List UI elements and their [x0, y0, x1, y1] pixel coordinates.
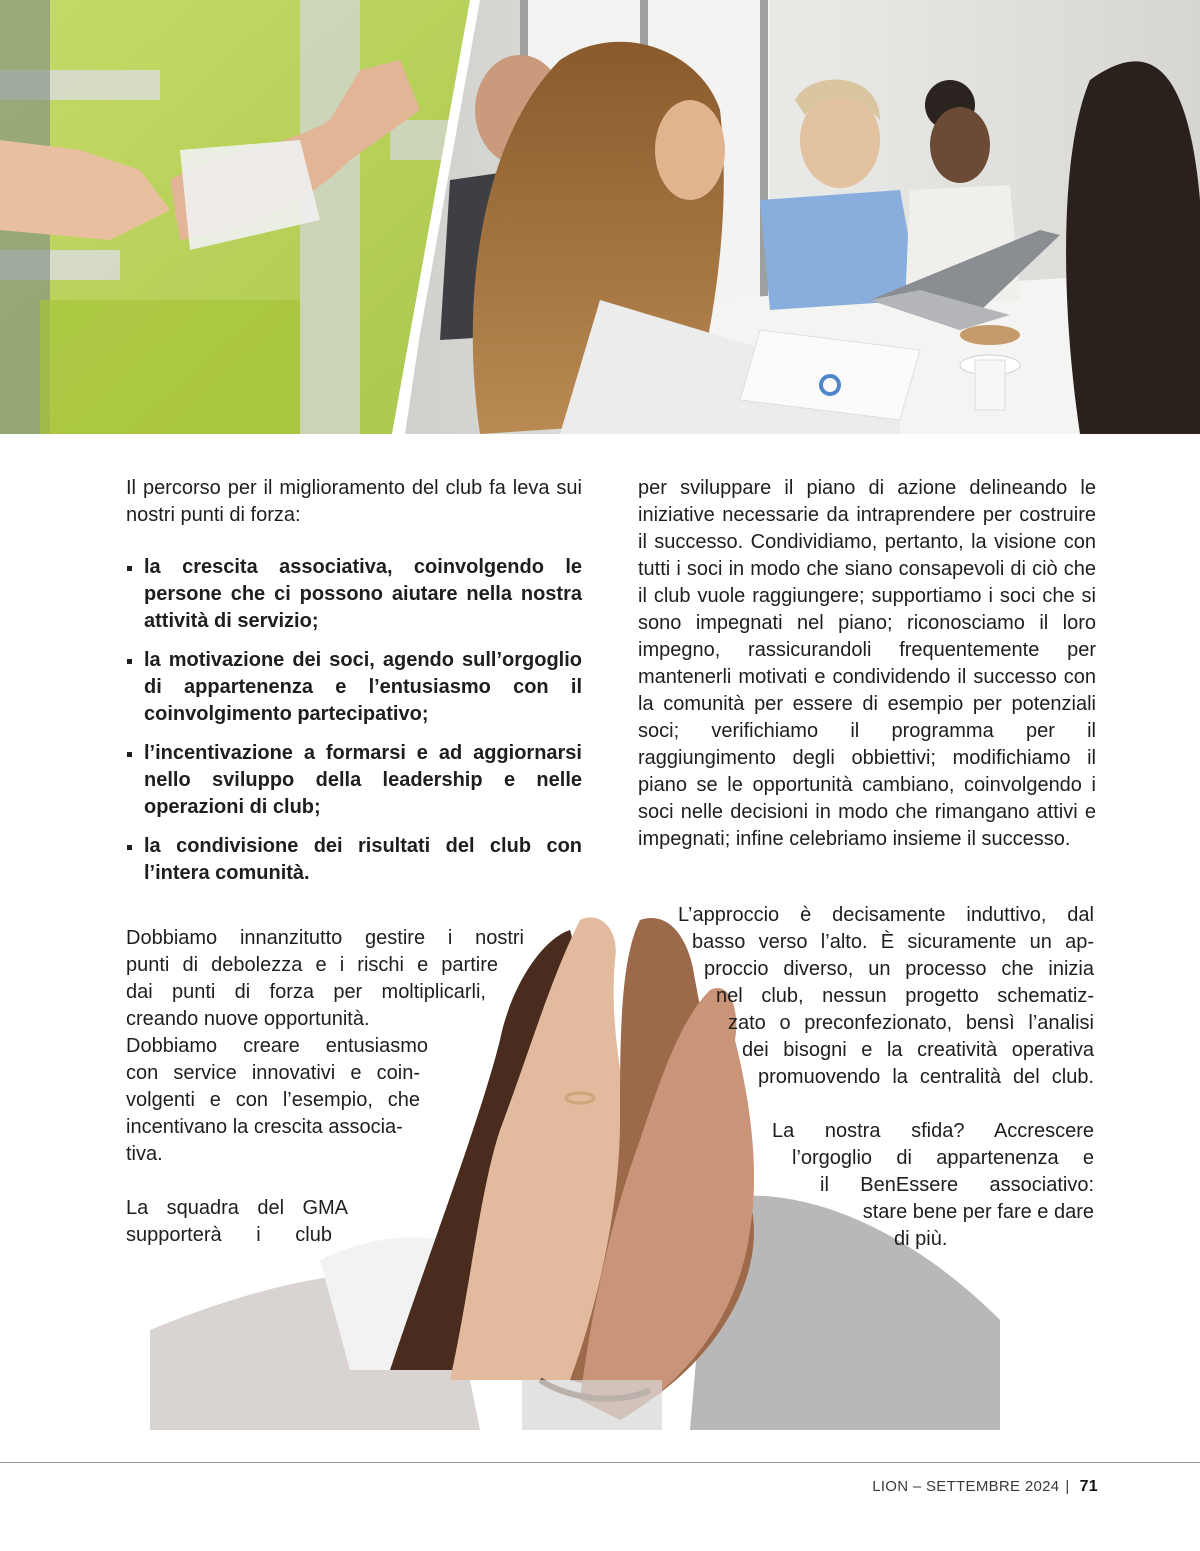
text-line: L’approccio è decisamente induttivo, dal — [678, 904, 1094, 926]
text-line: Dobbiamo creare entusiasmo — [126, 1035, 428, 1057]
publication-label: LION – SETTEMBRE 2024 — [872, 1478, 1060, 1495]
text-line: l’orgoglio di appartenenza e — [792, 1147, 1094, 1169]
text-line: di più. — [894, 1228, 948, 1250]
left-lower-paragraph-2 — [126, 1195, 526, 1249]
action-plan-paragraph: per sviluppare il piano di azione delineando le iniziative necessarie da intraprendere per costruire il successo. Condividiamo, pertanto, la visione con tutti i soci in modo che siano consapevoli di ciò che il club vuole raggiungere; supportiamo i soci che si sono impegnati nel piano; riconosciamo il loro impegno, rassicurandoli frequentemente per mantenerli motivati e condividendo il successo con la comunità per essere di esempio per potenziali soci; verifichiamo il programma per il raggiungimento degli obbiettivi; modifichiamo il piano se le opportunità cambiano, coinvolgendo i soci nelle decisioni in modo che rimangano attivi e impegnati; infine celebriamo insieme il successo. — [638, 477, 1096, 850]
text-line: Dobbiamo innanzitutto gestire i nostri — [126, 927, 524, 949]
left-column-top — [126, 475, 582, 899]
list-item: la crescita associativa, coinvolgendo le persone che ci possono aiutare nella nostra attività di servizio; — [126, 554, 582, 635]
footer-divider — [0, 1462, 1200, 1463]
strengths-list — [126, 554, 582, 887]
left-column-bottom — [126, 925, 526, 1249]
page-footer — [872, 1478, 1098, 1496]
text-line: stare bene per fare e dare — [862, 1201, 1094, 1223]
right-column-bottom — [660, 902, 1094, 1253]
footer-separator: | — [1065, 1478, 1070, 1495]
text-line: incentivano la crescita associa- — [126, 1116, 403, 1138]
text-line: con service innovativi e coin- — [126, 1062, 420, 1084]
text-line: nel club, nessun progetto schematiz- — [716, 985, 1094, 1007]
text-line: dai punti di forza per moltiplicarli, — [126, 981, 486, 1003]
text-line: creando nuove opportunità. — [126, 1008, 370, 1030]
text-line: La nostra sfida? Accrescere — [772, 1120, 1094, 1142]
left-lower-paragraph-1 — [126, 925, 526, 1168]
meeting-photo — [400, 0, 1200, 434]
text-line: zato o preconfezionato, bensì l’analisi — [728, 1012, 1094, 1034]
list-item: la condivisione dei risultati del club con l’intera comunità. — [126, 833, 582, 887]
header-photo-banner — [0, 0, 1200, 434]
page-number: 71 — [1079, 1478, 1098, 1495]
right-lower-paragraph-1 — [660, 902, 1094, 1091]
text-line: il BenEssere associativo: — [820, 1174, 1094, 1196]
text-line: La squadra del GMA — [126, 1197, 348, 1219]
text-line: dei bisogni e la creatività operativa — [742, 1039, 1094, 1061]
intro-paragraph: Il percorso per il miglioramento del club fa leva sui nostri punti di forza: — [126, 477, 582, 526]
text-line: basso verso l’alto. È sicuramente un ap- — [692, 931, 1094, 953]
list-item: l’incentivazione a formarsi e ad aggiornarsi nello sviluppo della leadership e nelle operazioni di club; — [126, 740, 582, 821]
text-line: tiva. — [126, 1143, 163, 1165]
text-line: punti di debolezza e i rischi e partire — [126, 954, 498, 976]
right-column-top — [638, 475, 1096, 853]
text-line: proccio diverso, un processo che inizia — [704, 958, 1094, 980]
text-line: volgenti e con l’esempio, che — [126, 1089, 420, 1111]
list-item: la motivazione dei soci, agendo sull’orgoglio di appartenenza e l’entusiasmo con il coinvolgimento partecipativo; — [126, 647, 582, 728]
text-line: promuovendo la centralità del club. — [758, 1066, 1094, 1088]
text-line: supporterà i club — [126, 1224, 332, 1246]
right-lower-paragraph-2 — [660, 1118, 1094, 1253]
